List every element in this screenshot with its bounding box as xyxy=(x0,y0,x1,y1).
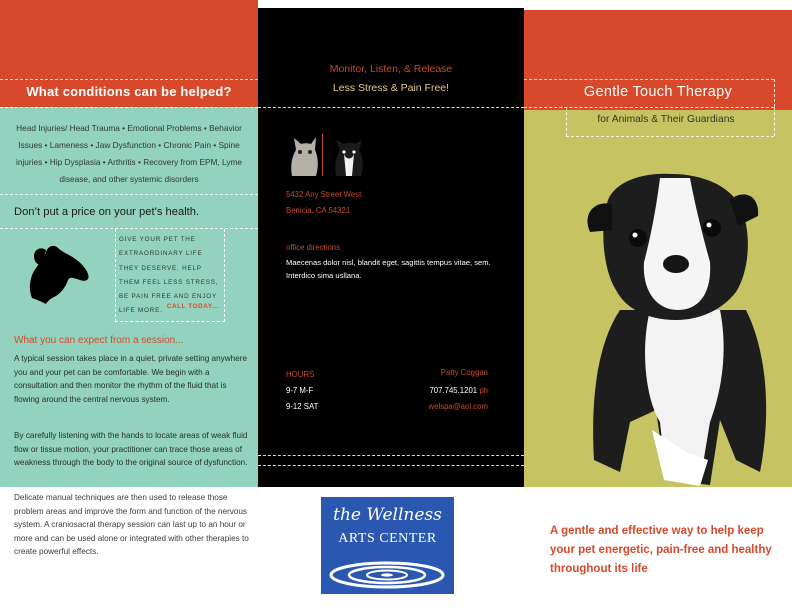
puppy-photo xyxy=(560,160,780,495)
contact-name: Patty Coggan xyxy=(440,368,488,377)
hours-saturday: 9-12 SAT xyxy=(286,402,319,411)
phone-number[interactable]: 707.745.1201 xyxy=(429,386,478,395)
divider xyxy=(258,107,524,108)
call-today: CALL TODAY... xyxy=(166,303,219,310)
divider xyxy=(524,79,774,80)
conditions-list: Head Injuries/ Head Trauma • Emotional Problems • Behavior Issues • Lameness • Jaw Dysfunction • Chronic Pain • Spine injuries • Hip Dysplasia • Arthritis • Recovery from EPM, Lyme disease, and other systemic disorders xyxy=(15,123,243,184)
divider xyxy=(566,136,774,137)
divider xyxy=(258,455,524,456)
quote-text: GIVE YOUR PET THE EXTRAORDINARY LIFE THEY DESERVE. HELP THEM FEEL LESS STRESS, BE PAIN FREE AND ENJOY LIFE MORE. xyxy=(119,236,219,315)
logo-text-arts-center: ARTS CENTER xyxy=(338,531,437,546)
divider xyxy=(0,79,258,80)
divider xyxy=(566,107,567,136)
address-line-2: Benicia, CA 54321 xyxy=(286,206,351,215)
divider xyxy=(774,107,775,136)
hours-weekday: 9-7 M-F xyxy=(286,386,314,395)
price-line: Don’t put a price on your pet’s health. xyxy=(14,206,200,218)
contact-phone[interactable] xyxy=(380,386,488,395)
logo-text-wellness: the Wellness xyxy=(333,505,442,525)
divider xyxy=(258,465,524,466)
divider xyxy=(524,107,774,108)
tagline-monitor: Monitor, Listen, & Release xyxy=(329,63,453,75)
expect-paragraph-3: Delicate manual techniques are then used to release those problem areas and improve the form and function of the nervous system. A craniosacral therapy session can last up to an hour or more and can be used alone or integrated with other therapies to create powerful effects. xyxy=(14,493,249,557)
hours-heading: HOURS xyxy=(286,370,315,379)
phone-suffix: ph xyxy=(479,386,488,395)
brochure-subtitle: for Animals & Their Guardians xyxy=(597,114,735,125)
contact-email[interactable]: welspa@aol.com xyxy=(428,402,488,411)
expect-paragraph-1: A typical session takes place in a quiet, private setting anywhere you and your pet can be comfortable. We begin with a consultation and then monitor the rhythm of the fluid that is flowing around the central nervous system. xyxy=(14,354,248,404)
office-directions-heading: office directions xyxy=(286,243,341,252)
address-line-1: 5432 Any Street West xyxy=(286,190,362,199)
brochure-title: Gentle Touch Therapy xyxy=(583,84,733,100)
expect-paragraph-2: By carefully listening with the hands to locate areas of weak fluid flow or tissue motion, your practitioner can trace those areas of weakness through the body to the original source of dysfunction. xyxy=(14,431,248,468)
dog-silhouette-icon xyxy=(22,240,98,308)
office-directions-text: Maecenas dolor nisl, blandit eget, sagittis tempus vitae, sem. Interdico sima usllana. xyxy=(286,258,491,280)
divider xyxy=(0,194,258,195)
tagline-less-stress: Less Stress & Pain Free! xyxy=(332,82,450,94)
kitten-puppy-image xyxy=(286,130,376,178)
conditions-heading: What conditions can be helped? xyxy=(26,84,232,99)
slogan: A gentle and effective way to help keep your pet energetic, pain-free and healthy throughout its life xyxy=(550,525,772,575)
expect-heading: What you can expect from a session... xyxy=(14,335,184,346)
divider xyxy=(0,107,258,108)
